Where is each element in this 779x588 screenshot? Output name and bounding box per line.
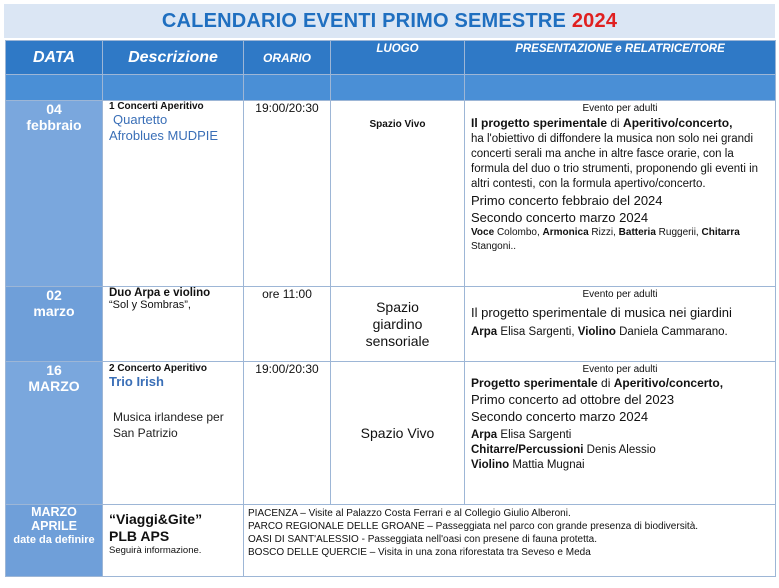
trip-item: PARCO REGIONALE DELLE GROANE – Passeggiata nel parco con grande presenza di biodiversità. [248, 521, 699, 532]
presentation-title: Il progetto sperimentale di musica nei giardini [471, 305, 732, 320]
title-year: 2024 [571, 10, 618, 32]
performers: Arpa Elisa Sargenti, Violino Daniela Cammarano. [471, 326, 728, 338]
presentation-title: Il progetto sperimentale di Aperitivo/concerto, [471, 116, 733, 130]
header-data: DATA [6, 41, 103, 75]
trip-item: BOSCO DELLE QUERCIE – Visita in una zona riforestata tra Seveso e Meda [248, 547, 591, 558]
header-row [6, 41, 776, 75]
date-month: febbraio [26, 117, 82, 133]
date-month: marzo [33, 303, 75, 319]
presentation-cell [465, 287, 776, 362]
date-day: 04 [46, 101, 62, 117]
performers: Voce Colombo, Armonica Rizzi, Batteria Ruggerii, Chitarra Stangoni.. [471, 227, 740, 252]
event-label: 1 Concerti Aperitivo [109, 101, 204, 112]
event-name: Duo Arpa e violino [109, 287, 211, 299]
description-cell [103, 287, 244, 362]
description-cell [103, 505, 244, 577]
description-cell [103, 362, 244, 505]
event-name: Trio Irish [109, 374, 164, 389]
presentation-cell [465, 101, 776, 287]
table-row [6, 101, 776, 287]
header-orario: ORARIO [244, 41, 331, 75]
table-row [6, 287, 776, 362]
table-row [6, 505, 776, 577]
event-label: 2 Concerto Aperitivo [109, 363, 207, 374]
presentation-line2: Secondo concerto marzo 2024 [471, 210, 649, 225]
performer-2: Chitarre/Percussioni Denis Alessio [471, 444, 656, 456]
date-month: MARZO [28, 378, 80, 394]
date-day: 02 [46, 287, 62, 303]
title-main: CALENDARIO EVENTI PRIMO SEMESTRE [161, 10, 567, 32]
place-cell: Spazio Vivo [331, 362, 465, 505]
presentation-body: ha l'obiettivo di diffondere la musica non solo nei grandi concerti serali ma anche in altre fasce orarie, con la formula del duo o trio strumenti, proponendo gli eventi in altri contesti, con la formula apertivo/concerto. [471, 133, 759, 190]
header-luogo: LUOGO [331, 41, 465, 75]
date-cell [6, 287, 103, 362]
event-note: Musica irlandese per San Patrizio [113, 410, 224, 440]
presentation-title: Progetto sperimentale di Aperitivo/concerto, [471, 376, 724, 390]
trip-title: “Viaggi&Gite” [109, 511, 203, 527]
event-audience: Evento per adulti [582, 364, 658, 375]
time-cell: 19:00/20:30 [244, 362, 331, 505]
place-cell: Spazio Vivo [331, 101, 465, 287]
header-presentazione: PRESENTAZIONE e RELATRICE/TORE [465, 41, 776, 75]
date-day: MARZO [31, 505, 77, 519]
date-cell [6, 362, 103, 505]
page-title [4, 4, 775, 38]
performer-1: Arpa Elisa Sargenti [471, 429, 572, 441]
header-sub-row [6, 75, 776, 101]
date-day: 16 [46, 362, 62, 378]
events-table [5, 40, 776, 577]
trip-item: OASI DI SANT'ALESSIO - Passeggiata nell'oasi con presene di fauna protetta. [248, 534, 598, 545]
trip-org: PLB APS [109, 528, 170, 544]
date-month: APRILE [31, 519, 77, 533]
trips-cell [244, 505, 776, 577]
event-subtitle: “Sol y Sombras”, [109, 299, 191, 311]
presentation-line1: Primo concerto febbraio del 2024 [471, 193, 663, 208]
table-row [6, 362, 776, 505]
presentation-line2: Secondo concerto marzo 2024 [471, 409, 649, 424]
date-cell [6, 505, 103, 577]
event-audience: Evento per adulti [582, 289, 658, 300]
event-audience: Evento per adulti [582, 103, 658, 114]
time-cell: 19:00/20:30 [244, 101, 331, 287]
description-cell [103, 101, 244, 287]
trip-item: PIACENZA – Visite al Palazzo Costa Ferrari e al Collegio Giulio Alberoni. [248, 508, 571, 519]
event-name-line2: Afroblues MUDPIE [109, 128, 219, 143]
time-cell: ore 11:00 [244, 287, 331, 362]
performer-3: Violino Mattia Mugnai [471, 459, 585, 471]
trip-note: Seguirà informazione. [109, 545, 202, 556]
date-note: date da definire [13, 534, 95, 546]
place-cell: Spazio giardino sensoriale [331, 287, 465, 362]
header-descrizione: Descrizione [103, 41, 244, 75]
event-name-line1: Quartetto [113, 112, 168, 127]
presentation-cell [465, 362, 776, 505]
presentation-line1: Primo concerto ad ottobre del 2023 [471, 392, 675, 407]
date-cell [6, 101, 103, 287]
